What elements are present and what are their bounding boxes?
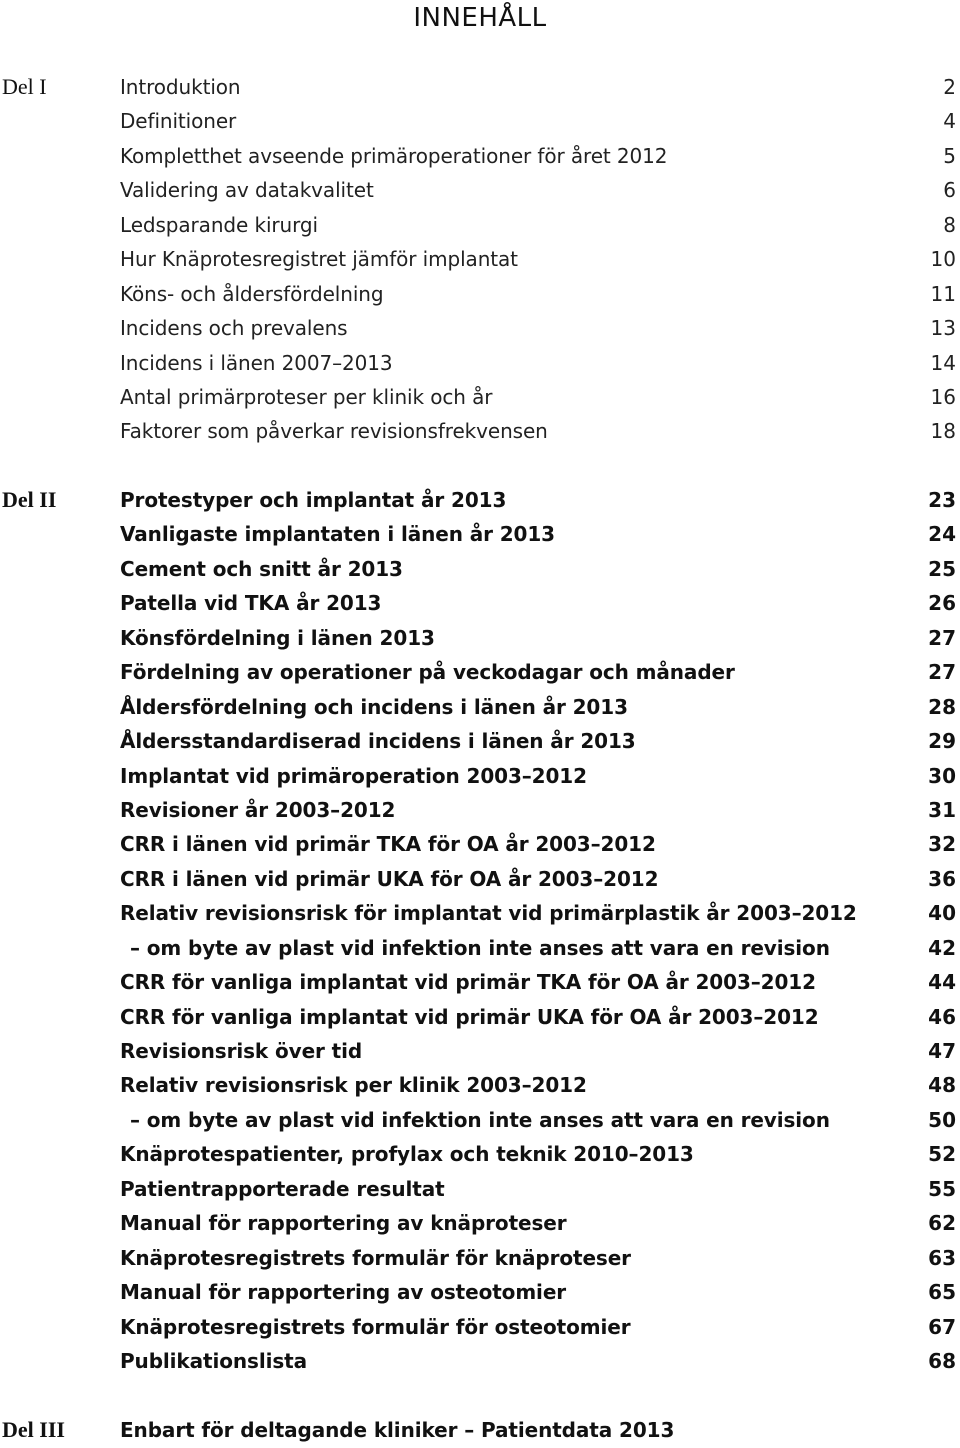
toc-entry-title: Revisioner år 2003–2012 [120, 797, 396, 822]
toc-entry-title: Relativ revisionsrisk per klinik 2003–2012 [120, 1073, 587, 1098]
toc-entry[interactable] [0, 483, 960, 517]
toc-entry[interactable] [0, 517, 960, 551]
toc-entry-page-number: 25 [928, 556, 956, 581]
toc-entry[interactable] [0, 104, 960, 138]
toc-entry-title: CRR för vanliga implantat vid primär TKA för OA år 2003–2012 [120, 970, 816, 995]
toc-entry[interactable] [0, 208, 960, 242]
toc-entry-title: Knäprotespatienter, profylax och teknik 2010–2013 [120, 1142, 694, 1167]
toc-entry-title: – om byte av plast vid infektion inte anses att vara en revision [130, 1107, 830, 1132]
toc-entry-title: Cement och snitt år 2013 [120, 556, 403, 581]
toc-entry-title: Enbart för deltagande kliniker – Patientdata 2013 [120, 1418, 675, 1442]
toc-entry[interactable] [0, 139, 960, 173]
toc-entry[interactable] [0, 380, 960, 414]
toc-entry-page-number: 50 [928, 1107, 956, 1132]
toc-entry-page-number: 11 [930, 281, 956, 306]
toc-entry-page-number: 28 [928, 694, 956, 719]
toc-entry-page-number: 5 [943, 143, 956, 168]
toc-entry-title: Introduktion [120, 75, 241, 99]
toc-entry-title: Ledsparande kirurgi [120, 212, 318, 237]
toc-entry-page-number: 67 [928, 1314, 956, 1339]
toc-entry-title: Implantat vid primäroperation 2003–2012 [120, 763, 587, 788]
toc-entry-title: CRR för vanliga implantat vid primär UKA för OA år 2003–2012 [120, 1004, 819, 1029]
toc-entry-page-number: 36 [928, 866, 956, 891]
toc-entry-title: Knäprotesregistrets formulär för osteotomier [120, 1314, 631, 1339]
toc-entry[interactable] [0, 896, 960, 930]
part-label: Del III [2, 1417, 65, 1442]
toc-part [0, 1413, 960, 1447]
toc-entry[interactable] [0, 655, 960, 689]
toc-entry-page-number: 24 [928, 522, 956, 547]
toc-entry-title: Faktorer som påverkar revisionsfrekvensen [120, 419, 548, 444]
toc-entry-page-number: 68 [928, 1348, 956, 1373]
toc-entry-title: Patella vid TKA år 2013 [120, 591, 382, 616]
toc-entry-title: Könsfördelning i länen 2013 [120, 625, 435, 650]
toc-entry-title: CRR i länen vid primär TKA för OA år 2003–2012 [120, 832, 656, 857]
toc-entry[interactable] [0, 1275, 960, 1309]
toc-entry[interactable] [0, 1413, 960, 1447]
toc-entry-page-number: 40 [928, 901, 956, 926]
toc-part [0, 70, 960, 449]
toc-entry-title: Protestyper och implantat år 2013 [120, 488, 507, 512]
toc-entry-page-number: 23 [928, 488, 956, 512]
toc-entry-title: Incidens i länen 2007–2013 [120, 350, 393, 375]
toc-entry-page-number: 26 [928, 591, 956, 616]
toc-entry[interactable] [0, 1068, 960, 1102]
toc-entry[interactable] [0, 931, 960, 965]
toc-entry-page-number: 13 [930, 316, 956, 341]
toc-entry[interactable] [0, 1206, 960, 1240]
toc-entry[interactable] [0, 1344, 960, 1378]
toc-entry[interactable] [0, 724, 960, 758]
toc-entry-page-number: 27 [928, 660, 956, 685]
toc-entry[interactable] [0, 70, 960, 104]
toc-entry-page-number: 65 [928, 1280, 956, 1305]
toc-entry[interactable] [0, 1103, 960, 1137]
toc-entry-page-number: 46 [928, 1004, 956, 1029]
toc-entry[interactable] [0, 1172, 960, 1206]
toc-entry-page-number: 30 [928, 763, 956, 788]
toc-entry[interactable] [0, 862, 960, 896]
toc-entry-page-number: 62 [928, 1211, 956, 1236]
toc-entry[interactable] [0, 965, 960, 999]
toc-entry-title: Revisionsrisk över tid [120, 1039, 363, 1063]
toc-entry-page-number: 42 [928, 935, 956, 960]
toc-entry[interactable] [0, 277, 960, 311]
toc-entry-title: CRR i länen vid primär UKA för OA år 2003–2012 [120, 866, 659, 891]
toc-part [0, 483, 960, 1378]
toc-entry[interactable] [0, 346, 960, 380]
toc-entry-title: Manual för rapportering av osteotomier [120, 1280, 567, 1305]
toc-entry[interactable] [0, 1310, 960, 1344]
toc-entry-title: Antal primärproteser per klinik och år [120, 384, 493, 409]
toc-entry-title: Köns- och åldersfördelning [120, 281, 384, 306]
toc-entry-page-number: 47 [928, 1039, 956, 1063]
toc-entry-page-number: 44 [928, 970, 956, 995]
toc-entry[interactable] [0, 311, 960, 345]
toc-entry-title: – om byte av plast vid infektion inte anses att vara en revision [130, 935, 830, 960]
toc-entry-title: Relativ revisionsrisk för implantat vid primärplastik år 2003–2012 [120, 901, 857, 926]
toc-entry-page-number: 27 [928, 625, 956, 650]
toc-entry[interactable] [0, 1241, 960, 1275]
toc-entry-page-number: 31 [928, 797, 956, 822]
toc-entry[interactable] [0, 1137, 960, 1171]
toc-entry-title: Fördelning av operationer på veckodagar och månader [120, 660, 735, 685]
toc-entry-title: Definitioner [120, 109, 237, 134]
part-label: Del I [2, 74, 47, 99]
toc-entry[interactable] [0, 759, 960, 793]
toc-entry-page-number: 4 [943, 109, 956, 134]
toc-entry[interactable] [0, 1000, 960, 1034]
toc-entry-page-number: 63 [928, 1245, 956, 1270]
toc-entry[interactable] [0, 621, 960, 655]
toc-entry-page-number: 10 [930, 247, 956, 272]
toc-entry-title: Publikationslista [120, 1348, 307, 1373]
toc-entry-page-number: 14 [930, 350, 956, 375]
toc-entry-page-number: 32 [928, 832, 956, 857]
toc-entry-page-number: 2 [943, 75, 956, 99]
toc-entry-title: Manual för rapportering av knäproteser [120, 1211, 567, 1236]
page-title: INNEHÅLL [413, 3, 547, 33]
toc-entry-title: Vanligaste implantaten i länen år 2013 [120, 522, 555, 547]
toc-entry[interactable] [0, 793, 960, 827]
toc-entry-title: Knäprotesregistrets formulär för knäproteser [120, 1245, 631, 1270]
toc-entry-title: Åldersstandardiserad incidens i länen år 2013 [120, 729, 636, 754]
toc-entry-title: Åldersfördelning och incidens i länen år 2013 [120, 694, 628, 719]
toc-entry-title: Patientrapporterade resultat [120, 1176, 445, 1201]
toc-entry-page-number: 16 [930, 384, 956, 409]
toc-entry[interactable] [0, 827, 960, 861]
toc-entry-page-number: 52 [928, 1142, 956, 1167]
toc-entry-page-number: 55 [928, 1176, 956, 1201]
toc-entry-page-number: 29 [928, 729, 956, 754]
toc-entry-title: Kompletthet avseende primäroperationer för året 2012 [120, 143, 668, 168]
toc-entry-page-number: 48 [928, 1073, 956, 1098]
toc-entry[interactable] [0, 586, 960, 620]
toc-entry-page-number: 8 [943, 212, 956, 237]
part-label: Del II [2, 487, 57, 512]
toc-entry[interactable] [0, 690, 960, 724]
toc-entry[interactable] [0, 552, 960, 586]
toc-entry-page-number: 6 [943, 178, 956, 203]
toc-entry[interactable] [0, 1034, 960, 1068]
toc-entry-title: Validering av datakvalitet [120, 178, 374, 203]
toc-entry-page-number: 18 [930, 419, 956, 444]
toc-entry[interactable] [0, 414, 960, 448]
toc-entry-title: Incidens och prevalens [120, 316, 348, 341]
toc-entry[interactable] [0, 173, 960, 207]
toc-entry-title: Hur Knäprotesregistret jämför implantat [120, 247, 518, 272]
toc-entry[interactable] [0, 242, 960, 276]
